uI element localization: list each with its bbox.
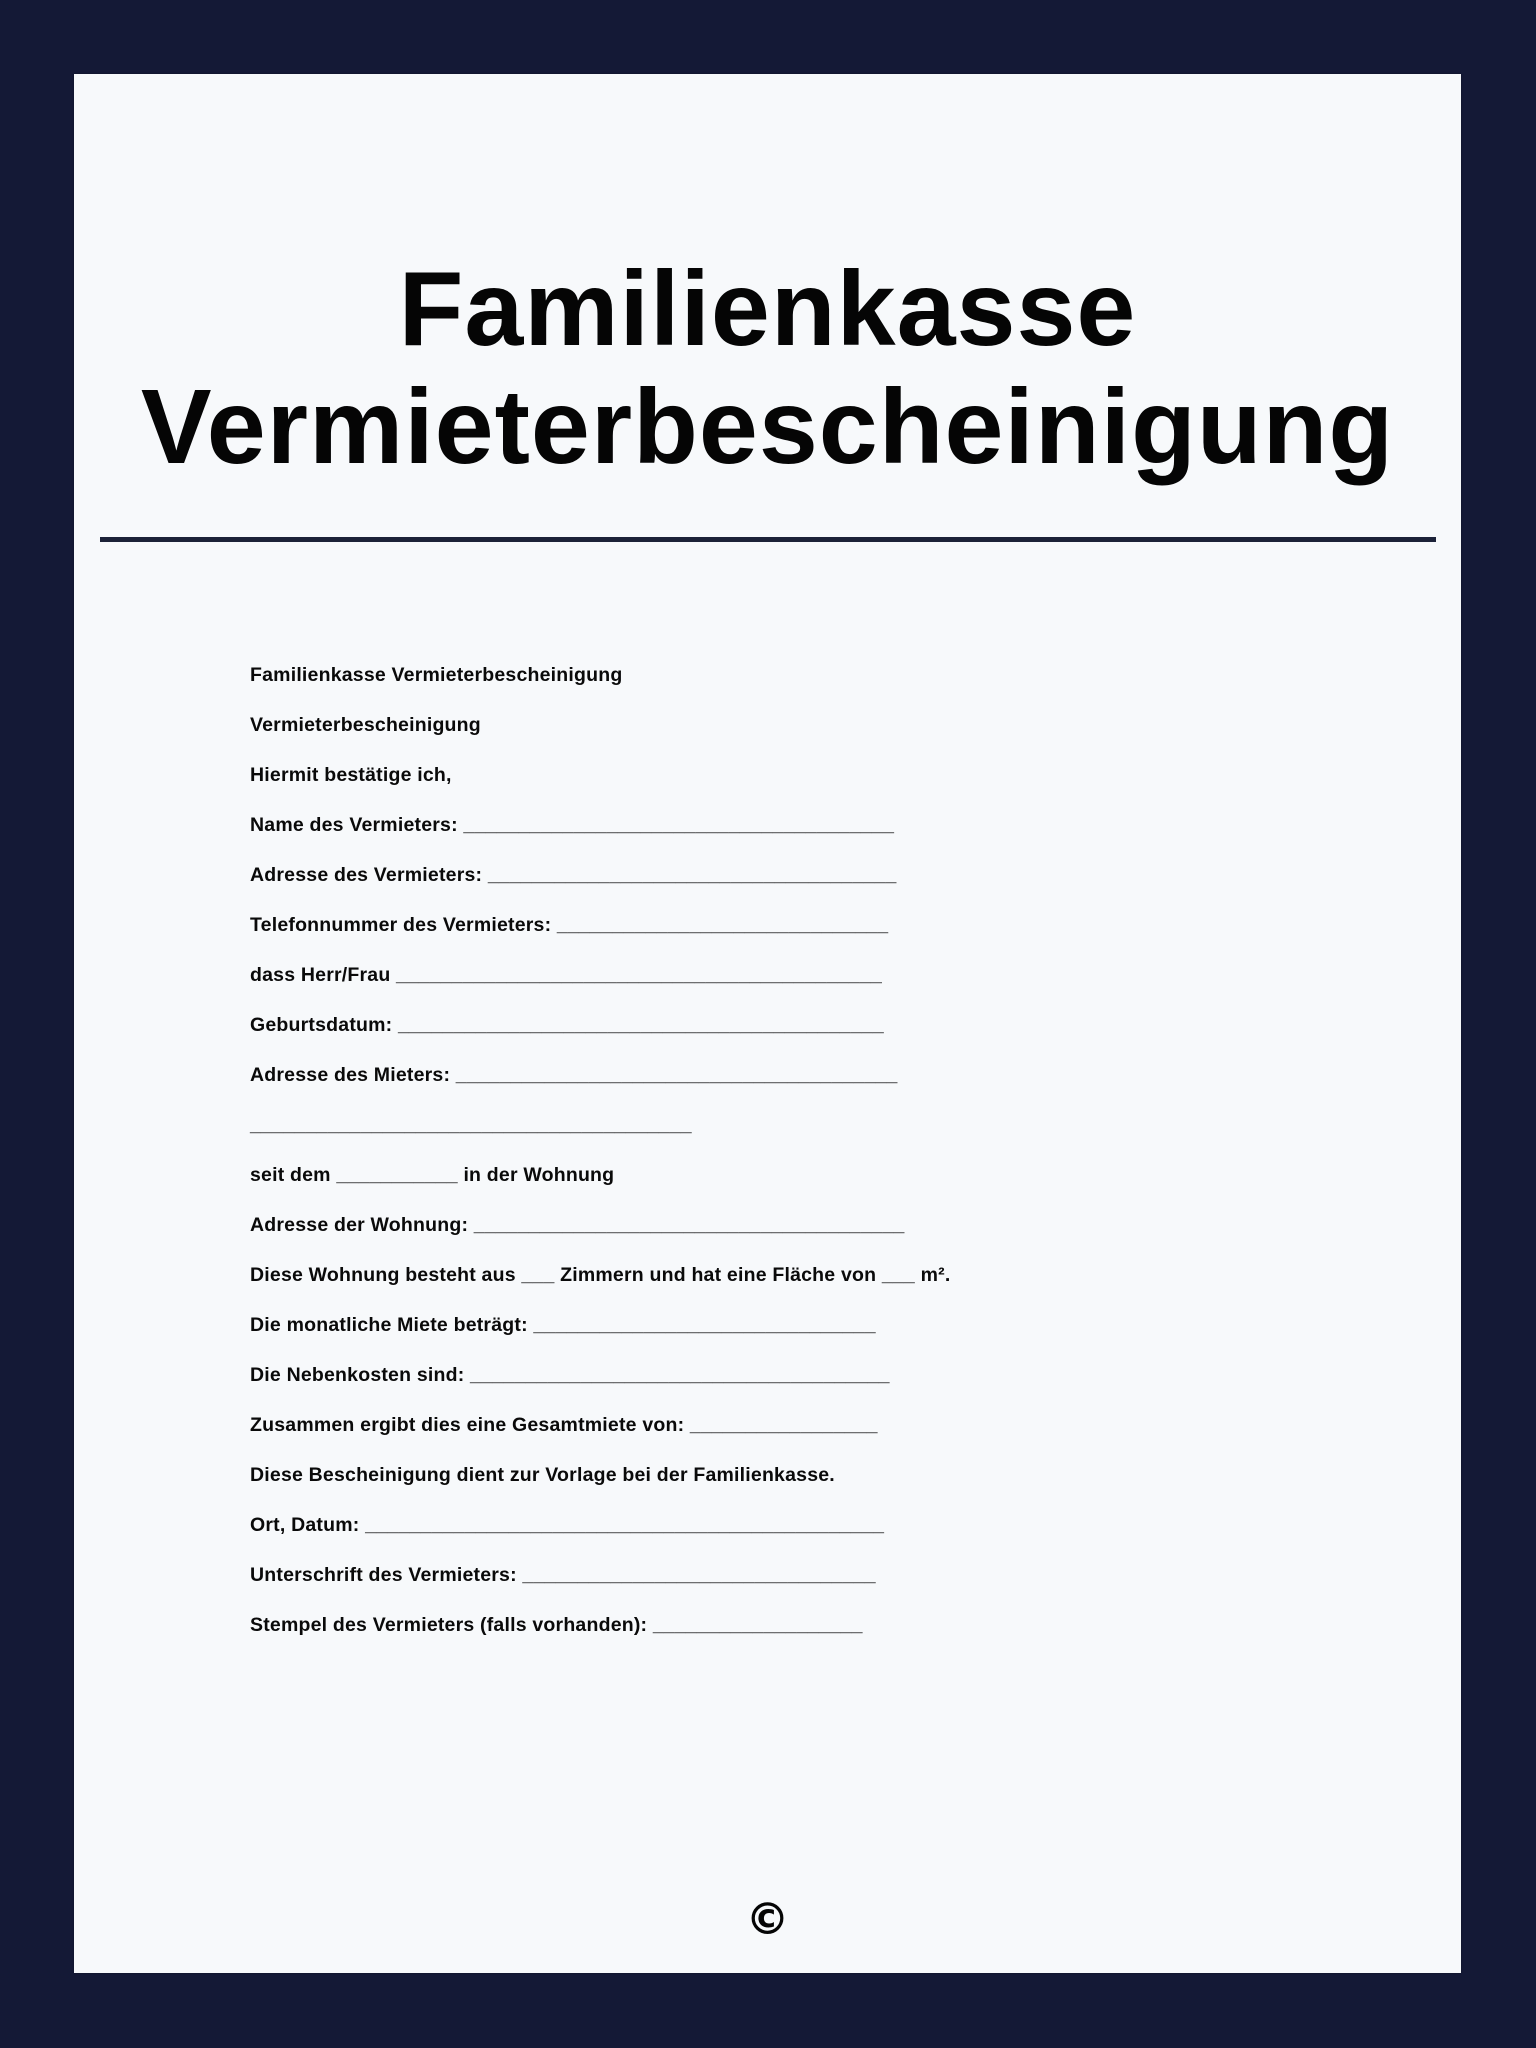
rooms-area-field: Diese Wohnung besteht aus ___ Zimmern und hat eine Fläche von ___ m². [250, 1264, 951, 1286]
purpose-statement: Diese Bescheinigung dient zur Vorlage bei der Familienkasse. [250, 1464, 835, 1486]
birthdate-field: Geburtsdatum: ____________________________________________ [250, 1014, 884, 1036]
form-heading: Familienkasse Vermieterbescheinigung [250, 664, 623, 686]
landlord-address-field: Adresse des Vermieters: _____________________________________ [250, 864, 897, 886]
title-line-1: Familienkasse [398, 250, 1137, 368]
copyright-symbol: © [745, 1894, 790, 1945]
tenant-address-field: Adresse des Mieters: ________________________________________ [250, 1064, 898, 1086]
place-date-field: Ort, Datum: _______________________________________________ [250, 1514, 885, 1536]
title-divider [100, 537, 1436, 542]
landlord-phone-field: Telefonnummer des Vermieters: ______________________________ [250, 914, 889, 936]
confirmation-intro: Hiermit bestätige ich, [250, 764, 452, 786]
landlord-name-field: Name des Vermieters: _______________________________________ [250, 814, 895, 836]
signature-field: Unterschrift des Vermieters: ________________________________ [250, 1564, 876, 1586]
monthly-rent-field: Die monatliche Miete beträgt: _______________________________ [250, 1314, 876, 1336]
tenant-name-field: dass Herr/Frau ____________________________________________ [250, 964, 883, 986]
tenant-address-continuation: ________________________________________ [250, 1114, 692, 1136]
title-line-2: Vermieterbescheinigung [140, 368, 1395, 486]
form-body [250, 662, 950, 1662]
form-subheading: Vermieterbescheinigung [250, 714, 481, 736]
additional-costs-field: Die Nebenkosten sind: ______________________________________ [250, 1364, 890, 1386]
page-title [74, 250, 1461, 486]
apartment-address-field: Adresse der Wohnung: _______________________________________ [250, 1214, 905, 1236]
document-page [74, 74, 1461, 1973]
total-rent-field: Zusammen ergibt dies eine Gesamtmiete von: _________________ [250, 1414, 878, 1436]
since-date-field: seit dem ___________ in der Wohnung [250, 1164, 615, 1186]
stamp-field: Stempel des Vermieters (falls vorhanden): ___________________ [250, 1614, 863, 1636]
